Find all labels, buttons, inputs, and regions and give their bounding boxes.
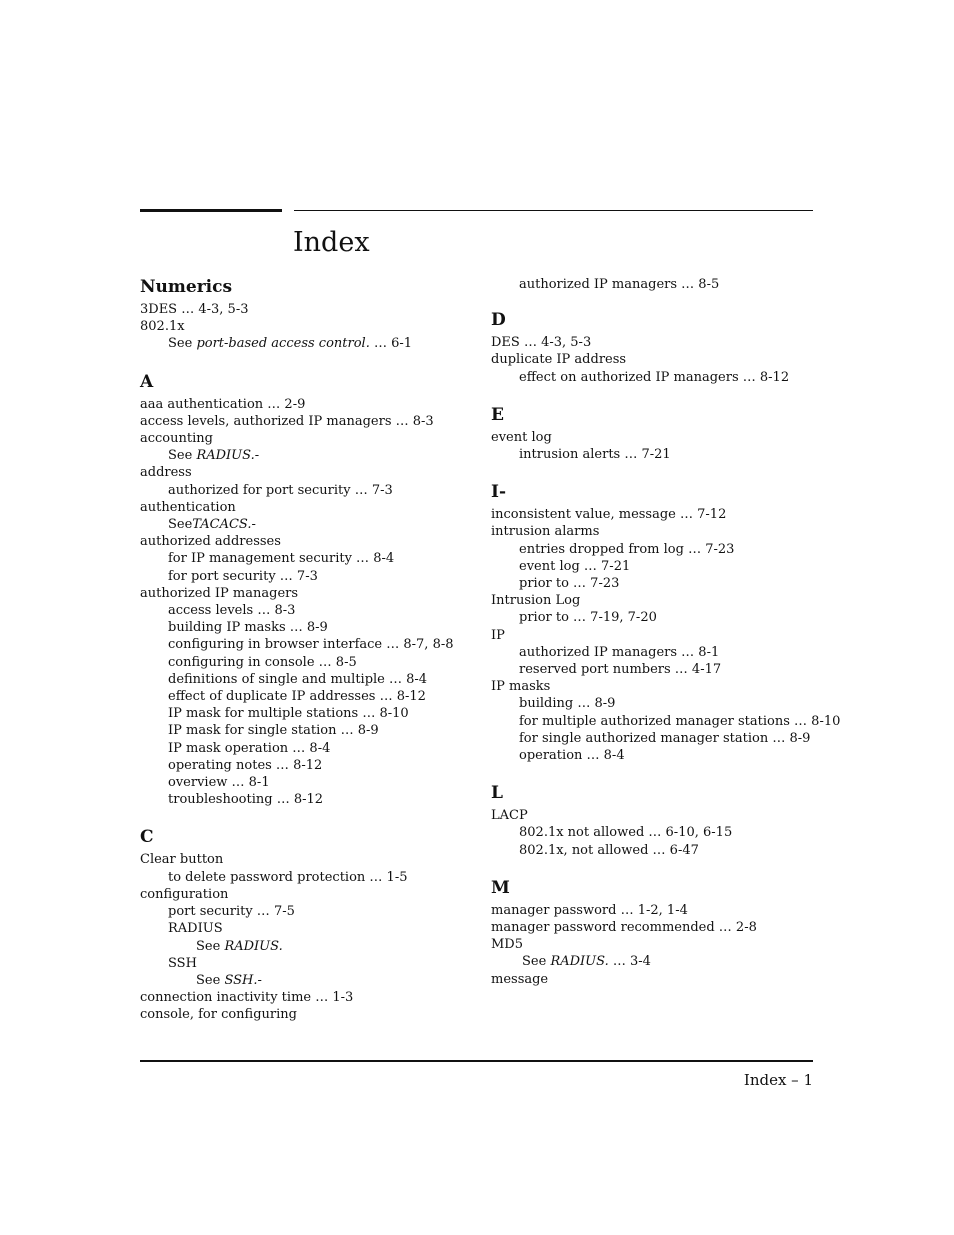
index-term: 3DES … 4-3, 5-3	[140, 302, 249, 317]
index-subterm: for IP management security … 8-4	[168, 551, 395, 567]
index-subterm: authorized IP managers … 8-1	[519, 644, 720, 660]
page-footer: Index – 1	[743, 1071, 813, 1089]
index-column-left	[140, 276, 480, 1042]
index-term: access levels, authorized IP managers … 8-3	[140, 413, 434, 429]
index-section	[140, 371, 480, 809]
index-section	[491, 404, 821, 463]
header-rule-thin	[294, 210, 813, 211]
index-term: DES … 4-3, 5-3	[491, 335, 592, 351]
index-subterm	[140, 516, 480, 533]
index-term: connection inactivity time … 1-3	[140, 990, 354, 1006]
index-term: authentication	[140, 499, 236, 515]
index-subterm: building IP masks … 8-9	[168, 620, 328, 636]
see-label: See	[168, 336, 197, 352]
index-column-right	[491, 276, 841, 1006]
cross-reference: SSH.-	[224, 972, 262, 988]
index-term: MD5	[491, 937, 524, 953]
index-subterm: IP mask operation … 8-4	[168, 740, 331, 756]
section-letter: L	[491, 783, 503, 804]
index-subterm: access levels … 8-3	[168, 603, 296, 619]
index-subterm: reserved port numbers … 4-17	[519, 662, 722, 678]
index-term: IP	[491, 627, 505, 643]
index-section	[140, 826, 480, 1023]
index-term: configuration	[140, 886, 229, 902]
index-subterm: port security … 7-5	[168, 904, 295, 920]
index-section	[491, 276, 821, 293]
index-term: Intrusion Log	[491, 593, 581, 609]
see-label: See	[168, 448, 197, 464]
header-rule-thick	[140, 209, 282, 212]
index-subterm: for multiple authorized manager stations … 8-10	[519, 713, 841, 729]
cross-reference: port-based access control.	[196, 336, 370, 352]
cross-reference: TACACS.-	[192, 517, 256, 533]
footer-rule	[140, 1060, 813, 1062]
index-subterm: 802.1x, not allowed … 6-47	[519, 842, 699, 858]
index-subterm: to delete password protection … 1-5	[168, 869, 408, 885]
index-subterm: overview … 8-1	[168, 775, 270, 791]
index-term: message	[491, 971, 549, 987]
index-term: manager password … 1-2, 1-4	[491, 902, 688, 918]
section-letter: E	[491, 404, 504, 425]
page-title: Index	[293, 227, 370, 258]
index-subterm	[140, 972, 480, 989]
index-subterm	[140, 335, 480, 352]
index-term: authorized IP managers	[140, 585, 299, 601]
index-subterm: effect on authorized IP managers … 8-12	[519, 369, 790, 385]
index-subterm: configuring in console … 8-5	[168, 654, 357, 670]
index-term: accounting	[140, 431, 213, 447]
index-subterm: troubleshooting … 8-12	[168, 792, 324, 808]
index-subterm: prior to … 7-19, 7-20	[519, 610, 657, 626]
see-label: See	[196, 938, 225, 954]
index-term: IP masks	[491, 679, 551, 695]
section-letter: D	[491, 310, 506, 331]
index-section	[140, 276, 480, 353]
see-label: See	[522, 954, 551, 970]
index-subterm: building … 8-9	[519, 696, 616, 712]
index-subterm	[140, 938, 480, 955]
index-subterm: operation … 8-4	[519, 748, 625, 764]
index-term: LACP	[491, 808, 528, 824]
index-term: duplicate IP address	[491, 352, 627, 368]
index-term: authorized addresses	[140, 534, 281, 550]
index-subterm: RADIUS	[168, 921, 223, 937]
see-label: See	[168, 517, 193, 533]
section-letter: I-	[491, 482, 507, 503]
index-subterm: 802.1x not allowed … 6-10, 6-15	[519, 825, 733, 841]
index-term: manager password recommended … 2-8	[491, 920, 757, 936]
index-subterm: authorized IP managers … 8-5	[519, 277, 720, 292]
index-subterm: entries dropped from log … 7-23	[519, 541, 735, 557]
index-term: aaa authentication … 2-9	[140, 396, 306, 412]
index-subterm: configuring in browser interface … 8-7, 8-8	[168, 637, 454, 653]
index-section	[491, 782, 821, 859]
index-subterm: SSH	[168, 955, 197, 971]
index-section	[491, 877, 821, 988]
index-term: Clear button	[140, 852, 224, 868]
section-letter: Numerics	[140, 277, 233, 297]
index-section	[491, 481, 841, 764]
index-subterm: authorized for port security … 7-3	[168, 482, 393, 498]
index-subterm: definitions of single and multiple … 8-4	[168, 671, 428, 687]
section-letter: C	[140, 827, 154, 848]
see-label: See	[196, 972, 225, 988]
index-subterm: intrusion alerts … 7-21	[519, 447, 671, 463]
cross-reference: RADIUS.-	[196, 448, 260, 464]
page-reference: … 3-4	[608, 954, 651, 970]
index-section	[491, 309, 821, 386]
index-term: event log	[491, 429, 552, 445]
index-subterm: prior to … 7-23	[519, 576, 620, 592]
index-subterm: IP mask for multiple stations … 8-10	[168, 706, 409, 722]
index-term: intrusion alarms	[491, 524, 600, 540]
section-letter: M	[491, 877, 510, 898]
cross-reference: RADIUS.	[224, 938, 283, 954]
index-subterm: for port security … 7-3	[168, 568, 318, 584]
index-term: address	[140, 465, 192, 481]
section-letter: A	[140, 371, 154, 392]
index-subterm	[491, 953, 821, 970]
page-reference: … 6-1	[369, 336, 413, 352]
index-subterm: IP mask for single station … 8-9	[168, 723, 379, 739]
index-subterm: for single authorized manager station … 8-9	[519, 730, 811, 746]
index-subterm: effect of duplicate IP addresses … 8-12	[168, 689, 426, 705]
index-subterm: event log … 7-21	[519, 558, 631, 574]
index-term: inconsistent value, message … 7-12	[491, 507, 727, 523]
index-term: 802.1x	[140, 319, 185, 335]
index-subterm: operating notes … 8-12	[168, 757, 323, 773]
cross-reference: RADIUS.	[550, 954, 609, 970]
index-subterm	[140, 447, 480, 464]
index-term: console, for configuring	[140, 1007, 297, 1023]
